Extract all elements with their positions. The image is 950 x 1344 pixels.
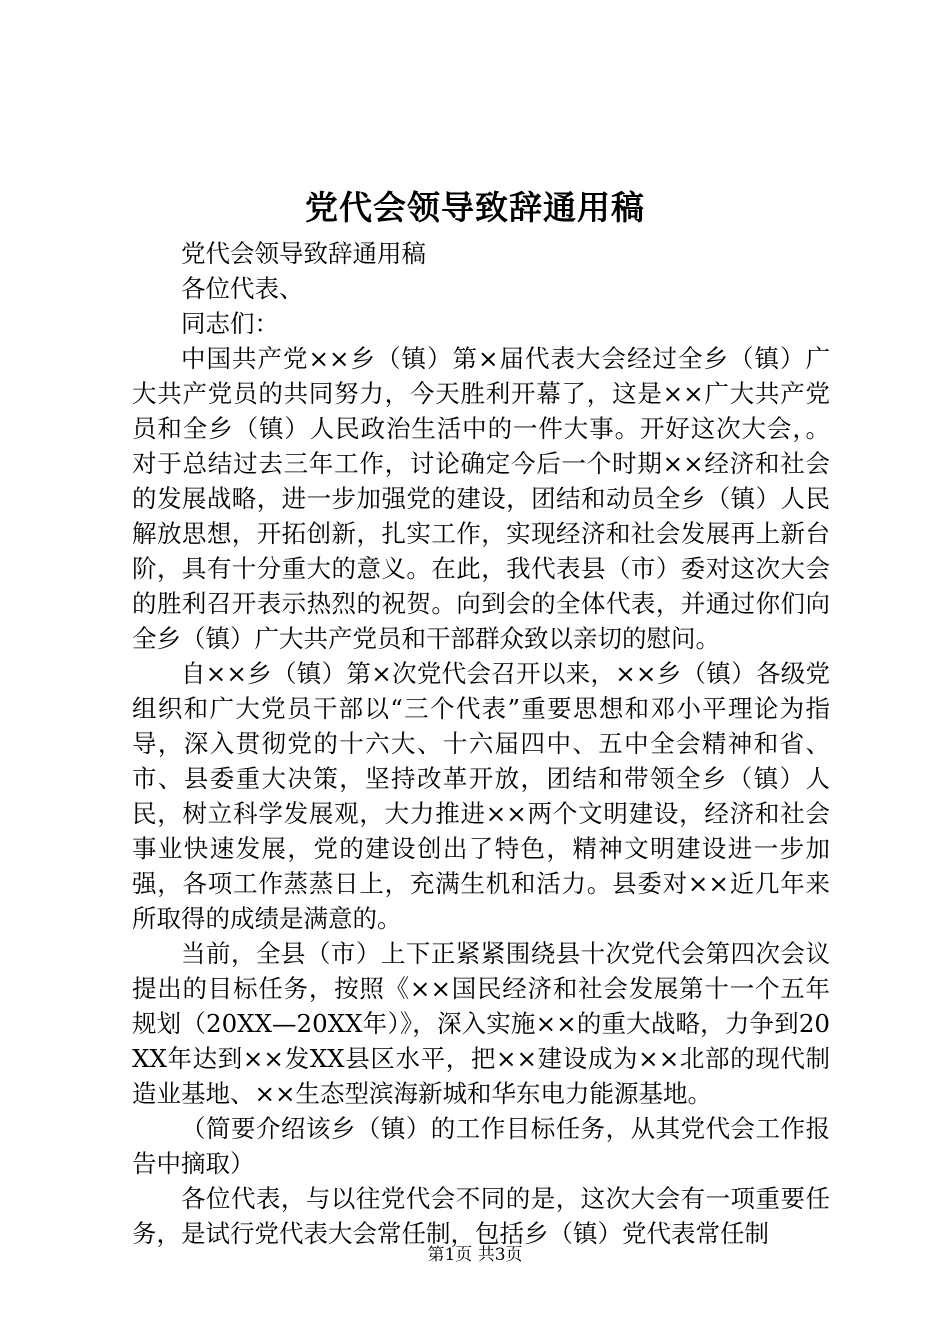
paragraph-salutation-delegates: 各位代表、 — [181, 274, 304, 303]
paragraph-salutation-comrades: 同志们： — [181, 309, 279, 338]
paragraph-achievements: 自××乡（镇）第×次党代会召开以来，××乡（镇）各级党组织和广大党员干部以“三个代表”重要思想和邓小平理论为指导，深入贯彻党的十六大、十六届四中、五中全会精神和省、市、县委重大决策，坚持改革开放，团结和带领全乡（镇）人民，树立科学发展观，大力推进××两个文明建设，经济和社会事业快速发展，党的建设创出了特色，精神文明建设进一步加强，各项工作蒸蒸日上，充满生机和活力。县委对××近几年来所取得的成绩是满意的。 — [132, 659, 830, 933]
page-footer: 第1页 共3页 — [427, 1245, 523, 1265]
document-body — [132, 236, 830, 1251]
paragraph-standing-system: 各位代表，与以往党代会不同的是，这次大会有一项重要任务，是试行党代表大会常任制，包括乡（镇）党代表常任制 — [132, 1184, 830, 1248]
paragraph-subtitle: 党代会领导致辞通用稿 — [181, 239, 426, 268]
paragraph-note: （简要介绍该乡（镇）的工作目标任务，从其党代会工作报告中摘取） — [132, 1114, 830, 1178]
paragraph-current-tasks: 当前，全县（市）上下正紧紧围绕县十次党代会第四次会议提出的目标任务，按照《××国民经济和社会发展第十一个五年规划（20XX—20XX年）》，深入实施××的重大战略，力争到20XX年达到××发XX县区水平，把××建设成为××北部的现代制造业基地、××生态型滨海新城和华东电力能源基地。 — [132, 939, 830, 1108]
paragraph-opening: 中国共产党××乡（镇）第×届代表大会经过全乡（镇）广大共产党员的共同努力，今天胜利开幕了，这是××广大共产党员和全乡（镇）人民政治生活中的一件大事。开好这次大会，。对于总结过去三年工作，讨论确定今后一个时期××经济和社会的发展战略，进一步加强党的建设，团结和动员全乡（镇）人民解放思想，开拓创新，扎实工作，实现经济和社会发展再上新台阶，具有十分重大的意义。在此，我代表县（市）委对这次大会的胜利召开表示热烈的祝贺。向到会的全体代表，并通过你们向全乡（镇）广大共产党员和干部群众致以亲切的慰问。 — [132, 344, 830, 653]
document-title: 党代会领导致辞通用稿 — [305, 188, 645, 227]
